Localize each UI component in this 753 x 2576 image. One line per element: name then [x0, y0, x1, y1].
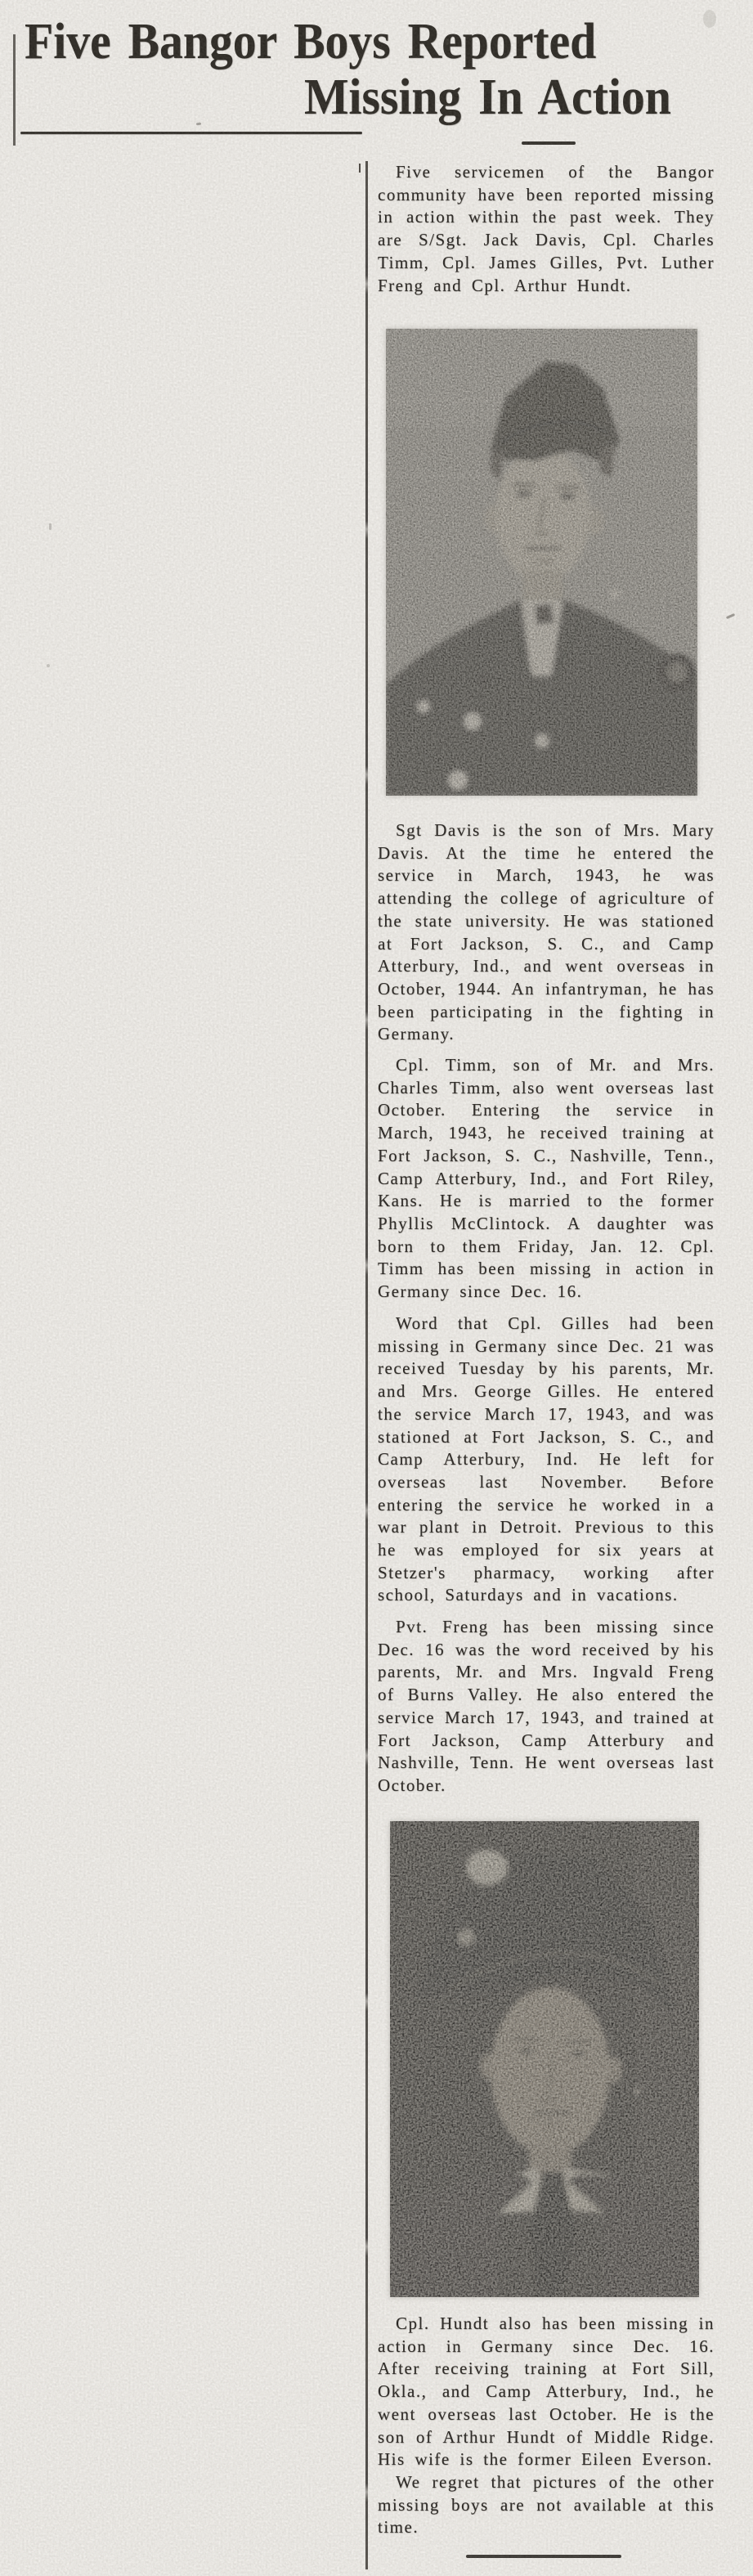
paragraph-timm: Cpl. Timm, son of Mr. and Mrs. Charles Timm, also went overseas last October. Entering the service in March, 1943, he received training at Fort Jackson, S. C., Nashville, Tenn., Camp Atterbury, Ind., and Fort Riley, Kans. He is married to the former Phyllis McClintock. A daughter was born to them Friday, Jan. 12. Cpl. Timm has been missing in action in Germany since Dec. 16. [378, 1055, 715, 1302]
soldier-portrait-dark-image [390, 1821, 699, 2297]
photo-soldier-hundt [390, 1821, 699, 2297]
soldier-portrait-light-image [386, 329, 697, 796]
paragraph-intro: Five servicemen of the Bangor community have been reported missing in action within the past week. They are S/Sgt. Jack Davis, Cpl. Charles Timm, Cpl. James Gilles, Pvt. Luther Freng and Cpl. Arthur Hundt. [378, 162, 715, 295]
clipping-left-edge-mark [13, 34, 16, 146]
headline-line-2: Missing In Action [304, 70, 671, 125]
headline-short-dash-rule [522, 141, 576, 145]
dust-speck [196, 123, 201, 126]
column-rule-tick [359, 164, 361, 173]
column-divider-rule [365, 161, 368, 2569]
dust-speck [47, 664, 50, 667]
dust-speck [446, 39, 449, 45]
smudge-mark [703, 10, 716, 28]
paragraph-closing-note: We regret that pictures of the other missing boys are not available at this time. [378, 2472, 715, 2538]
article-end-rule [466, 2555, 621, 2558]
dust-speck [384, 1106, 387, 1114]
dust-speck [49, 523, 52, 530]
paragraph-freng: Pvt. Freng has been missing since Dec. 16 was the word received by his parents, Mr. and Mrs. Ingvald Freng of Burns Valley. He also entered the service March 17, 1943, and trained at Fort Jackson, Camp Atterbury and Nashville, Tenn. He went overseas last October. [378, 1617, 715, 1795]
photo-soldier-davis [386, 329, 697, 796]
paragraph-hundt: Cpl. Hundt also has been missing in action in Germany since Dec. 16. After receiving training at Fort Sill, Okla., and Camp Atterbury, Ind., he went overseas last October. He is the son of Arthur Hundt of Middle Ridge. His wife is the former Eileen Everson. [378, 2313, 715, 2470]
paragraph-davis: Sgt Davis is the son of Mrs. Mary Davis. At the time he entered the service in March, 1943, he was attending the college of agriculture of the state university. He was stationed at Fort Jackson, S. C., and Camp Atterbury, Ind., and went overseas in October, 1944. An infantryman, he has been participating in the fighting in Germany. [378, 820, 715, 1044]
paragraph-gilles: Word that Cpl. Gilles had been missing in Germany since Dec. 21 was received Tuesday by his parents, Mr. and Mrs. George Gilles. He entered the service March 17, 1943, and was stationed at Fort Jackson, S. C., and Camp Atterbury, Ind. He left for overseas last November. Before entering the service he worked in a war plant in Detroit. Previous to this he was employed for six years at Stetzer's pharmacy, working after school, Saturdays and in vacations. [378, 1313, 715, 1605]
headline-underline-rule [20, 132, 362, 134]
headline-line-1: Five Bangor Boys Reported [25, 14, 597, 70]
dust-speck [726, 613, 735, 619]
